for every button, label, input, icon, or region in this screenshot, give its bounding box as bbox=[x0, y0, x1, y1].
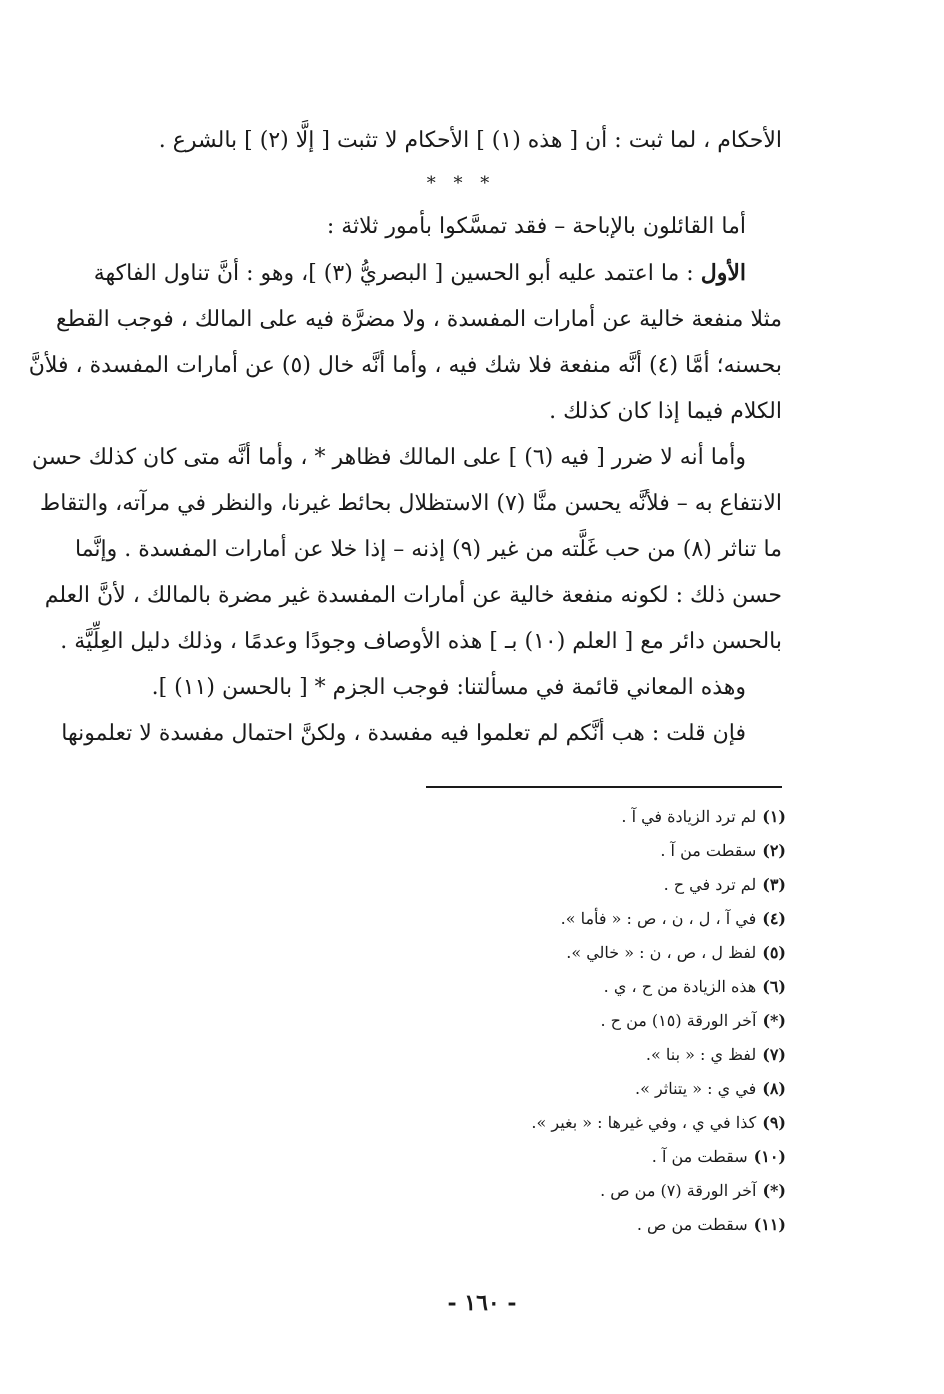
footnote-number: (٢) bbox=[762, 841, 786, 860]
footnote-text: لفظ ل ، ص ، ن : « خالي ». bbox=[566, 943, 757, 962]
footnote-item bbox=[200, 970, 786, 1004]
text-span: : ما اعتمد عليه أبو الحسين [ البصريُّ (٣) ]، وهو : أنَّ تناول الفاكهة bbox=[93, 261, 701, 286]
footnotes bbox=[200, 800, 786, 1242]
footnote-item bbox=[200, 936, 786, 970]
footnote-text: في ي : « يتناثر ». bbox=[634, 1079, 757, 1098]
footnote-item bbox=[200, 834, 786, 868]
footnote-text: لم ترد الزيادة في آ . bbox=[621, 807, 757, 826]
footnote-number: (٣) bbox=[762, 875, 786, 894]
footnote-number: (١) bbox=[762, 807, 786, 826]
footnote-item bbox=[200, 1208, 786, 1242]
footnote-item bbox=[200, 1174, 786, 1208]
text-line: مثلا منفعة خالية عن أمارات المفسدة ، ولا مضرَّة فيه على المالك ، فوجب القطع bbox=[56, 307, 782, 332]
footnote-text: هذه الزيادة من ح ، ي . bbox=[603, 977, 757, 996]
footnote-number: (٤) bbox=[762, 909, 786, 928]
text-line bbox=[93, 250, 782, 297]
footnote-item bbox=[200, 1072, 786, 1106]
text-line: الكلام فيما إذا كان كذلك . bbox=[549, 399, 782, 424]
footnote-divider bbox=[426, 786, 782, 788]
footnote-item bbox=[200, 1106, 786, 1140]
footnote-number: (*) bbox=[762, 1181, 786, 1200]
footnote-text: سقطت من ص . bbox=[636, 1215, 748, 1234]
footnote-number: (١١) bbox=[753, 1215, 786, 1234]
footnote-text: سقطت من آ . bbox=[660, 841, 757, 860]
footnote-text: في آ ، ل ، ن ، ص : « فأما ». bbox=[560, 909, 757, 928]
footnote-item bbox=[200, 1038, 786, 1072]
footnote-text: آخر الورقة (٧) من ص . bbox=[600, 1181, 757, 1200]
section-lead-word: الأول bbox=[700, 260, 746, 286]
footnote-item bbox=[200, 1140, 786, 1174]
footnote-number: (١٠) bbox=[753, 1147, 786, 1166]
text-line: أما القائلون بالإباحة – فقد تمسَّكوا بأمور ثلاثة : bbox=[326, 214, 746, 239]
main-text bbox=[28, 118, 782, 757]
footnote-number: (٨) bbox=[762, 1079, 786, 1098]
footnote-text: لفظ ي : « بنا ». bbox=[645, 1045, 757, 1064]
page-number: - ١٦٠ - bbox=[447, 1290, 517, 1316]
text-line: بحسنه؛ أمَّا (٤) أنَّه منفعة فلا شك فيه ، وأما أنَّه خال (٥) عن أمارات المفسدة ، فلأنَّ bbox=[28, 353, 782, 378]
footnote-number: (٩) bbox=[762, 1113, 786, 1132]
footnote-text: لم ترد في ح . bbox=[663, 875, 757, 894]
text-line: وأما أنه لا ضرر [ فيه (٦) ] على المالك فظاهر * ، وأما أنَّه متى كان كذلك حسن bbox=[31, 445, 746, 470]
footnote-item bbox=[200, 1004, 786, 1038]
text-line: ما تناثر (٨) من حب غَلَّته من غير (٩) إذنه – إذا خلا عن أمارات المفسدة . وإنَّما bbox=[74, 537, 782, 562]
section-separator: * * * bbox=[426, 173, 496, 194]
footnote-text: سقطت من آ . bbox=[651, 1147, 748, 1166]
footnote-item bbox=[200, 868, 786, 902]
footnote-number: (٥) bbox=[762, 943, 786, 962]
text-line: الأحكام ، لما ثبت : أن [ هذه (١) ] الأحكام لا تثبت [ إلَّا (٢) ] بالشرع . bbox=[158, 128, 782, 153]
footnote-number: (٧) bbox=[762, 1045, 786, 1064]
footnote-text: كذا في ي ، وفي غيرها : « بغير ». bbox=[531, 1113, 757, 1132]
text-line: بالحسن دائر مع [ العلم (١٠) بـ ] هذه الأوصاف وجودًا وعدمًا ، وذلك دليل العِلِّيَّة . bbox=[60, 629, 782, 654]
text-line: فإن قلت : هب أنَّكم لم تعلموا فيه مفسدة ، ولكنَّ احتمال مفسدة لا تعلمونها bbox=[61, 721, 746, 746]
footnote-item bbox=[200, 800, 786, 834]
text-line: حسن ذلك : لكونه منفعة خالية عن أمارات المفسدة غير مضرة بالمالك ، لأنَّ العلم bbox=[44, 583, 782, 608]
text-line: وهذه المعاني قائمة في مسألتنا: فوجب الجزم * [ بالحسن (١١) ]. bbox=[151, 675, 746, 700]
text-line: الانتفاع به – فلأنَّه يحسن منَّا (٧) الاستظلال بحائط غيرنا، والنظر في مرآته، والتقاط bbox=[39, 491, 782, 516]
footnote-number: (٦) bbox=[762, 977, 786, 996]
footnote-item bbox=[200, 902, 786, 936]
footnote-text: آخر الورقة (١٥) من ح . bbox=[600, 1011, 757, 1030]
footnote-number: (*) bbox=[762, 1011, 786, 1030]
